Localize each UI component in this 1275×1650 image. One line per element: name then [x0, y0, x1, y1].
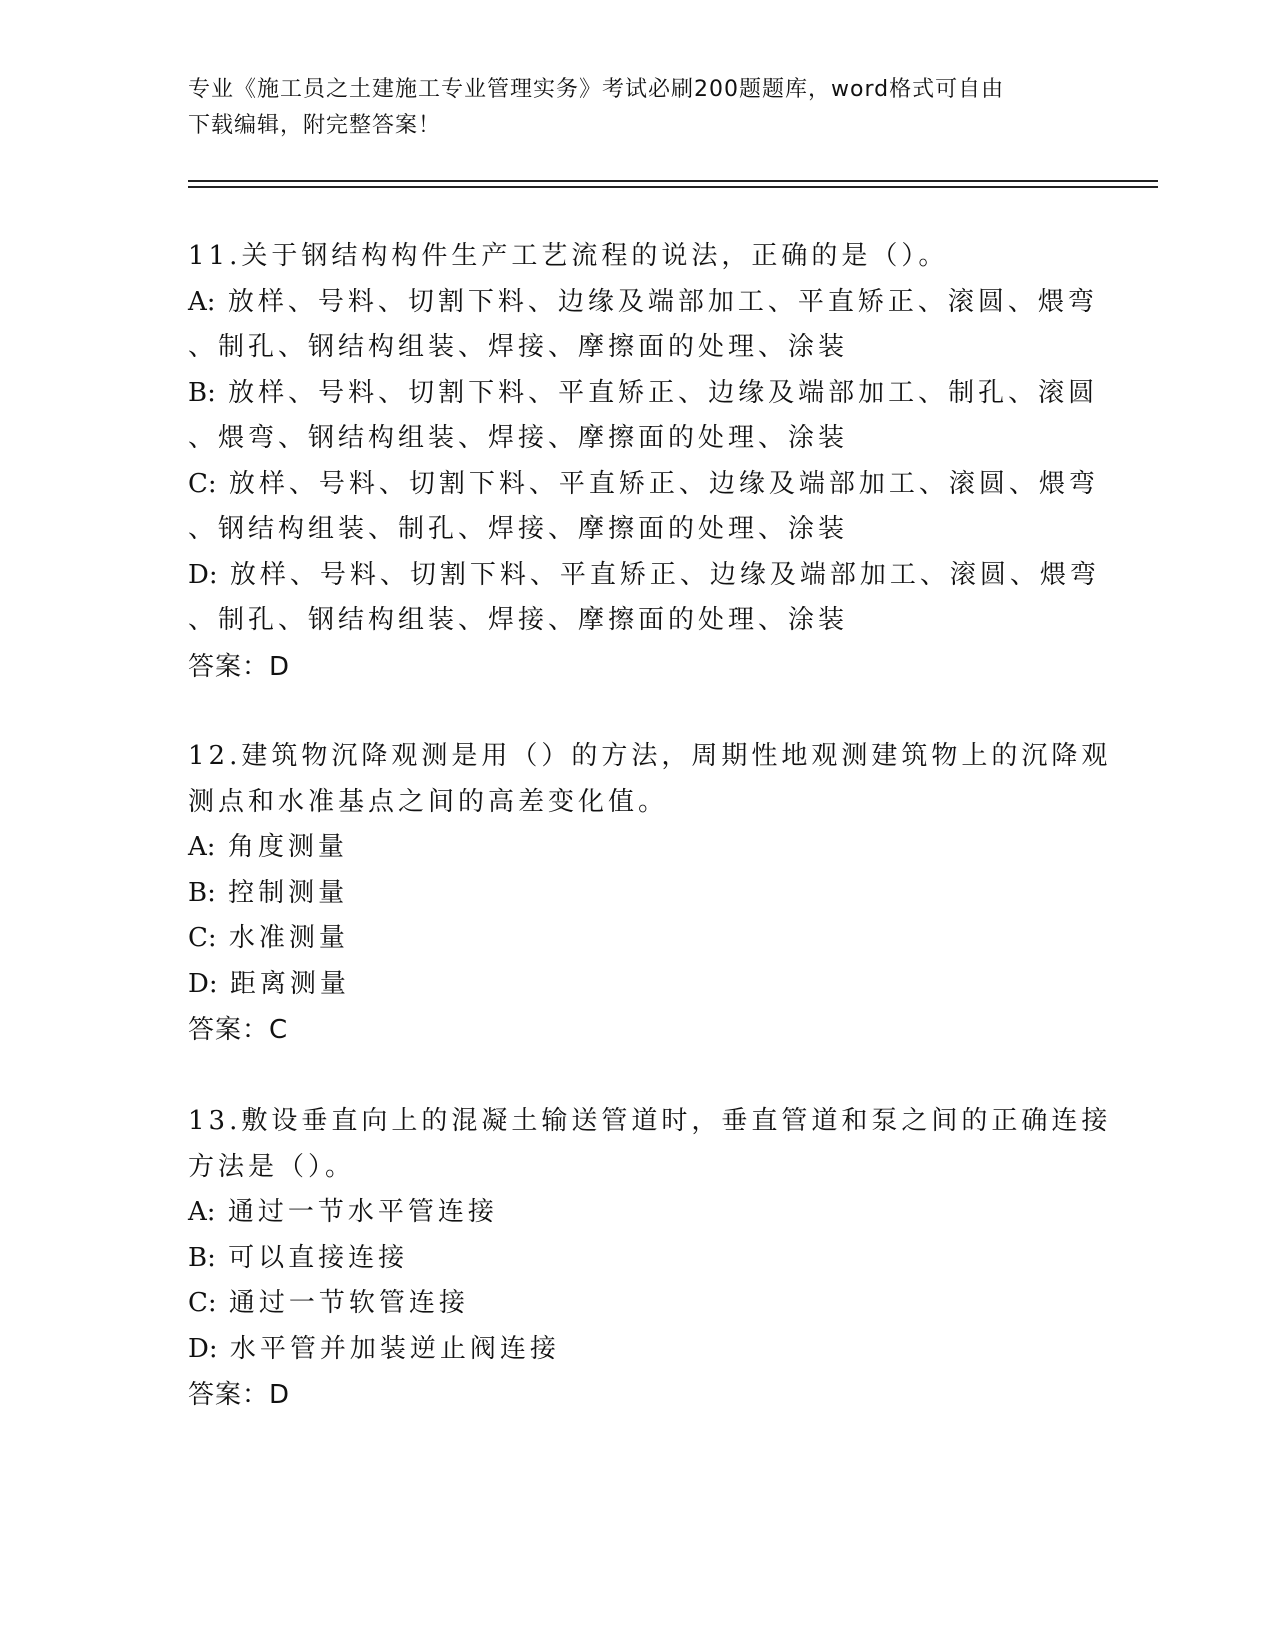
- header-divider-top: [188, 180, 1158, 182]
- option-text: 通过一节水平管连接: [227, 1197, 498, 1227]
- question-12: [188, 734, 1112, 1054]
- question-13: [188, 1099, 1112, 1419]
- option-b: [188, 371, 1099, 417]
- option-text: 控制测量: [228, 877, 349, 908]
- option-text: 放样、号料、切割下料、边缘及端部加工、平直矫正、滚圆、煨弯: [227, 286, 1098, 317]
- header-line-1: 专业《施工员之土建施工专业管理实务》考试必刷200题题库，word格式可自由: [188, 77, 1005, 102]
- option-letter: B:: [188, 1242, 216, 1273]
- option-a: [188, 825, 1088, 871]
- option-letter: B:: [188, 377, 216, 408]
- question-stem-line: 12.建筑物沉降观测是用（）的方法，周期性地观测建筑物上的沉降观: [188, 741, 1112, 771]
- question-stem-line: 方法是（）。: [188, 1151, 356, 1182]
- option-text: 放样、号料、切割下料、平直矫正、边缘及端部加工、制孔、滚圆: [228, 377, 1099, 408]
- header-divider-bottom: [188, 186, 1158, 188]
- option-b: [188, 1236, 1088, 1282]
- option-letter: A:: [188, 286, 216, 317]
- question-stem-line: 13.敷设垂直向上的混凝土输送管道时，垂直管道和泵之间的正确连接: [188, 1106, 1112, 1136]
- option-text: 角度测量: [227, 832, 348, 862]
- option-a: [188, 1190, 1088, 1236]
- answer-label: 答案：C: [188, 1015, 289, 1045]
- option-text: 水准测量: [228, 923, 349, 953]
- option-c: [188, 1281, 1088, 1327]
- option-d-continued: 、制孔、钢结构组装、焊接、摩擦面的处理、涂装: [188, 605, 849, 635]
- question-11: [188, 234, 1100, 690]
- question-stem-line: 测点和水准基点之间的高差变化值。: [188, 786, 669, 817]
- option-c: [188, 462, 1099, 508]
- option-text: 可以直接连接: [228, 1242, 409, 1273]
- answer-label: 答案：D: [188, 651, 291, 682]
- option-c: [188, 916, 1088, 962]
- option-text: 水平管并加装逆止阀连接: [229, 1333, 560, 1364]
- document-header: [188, 72, 1088, 144]
- question-stem-line: 11.关于钢结构构件生产工艺流程的说法，正确的是（）。: [188, 241, 949, 271]
- option-b-continued: 、煨弯、钢结构组装、焊接、摩擦面的处理、涂装: [188, 423, 849, 453]
- option-text: 通过一节软管连接: [228, 1288, 469, 1318]
- header-line-2: 下载编辑，附完整答案！: [188, 113, 442, 138]
- option-letter: D:: [188, 1333, 218, 1364]
- option-a: [188, 280, 1098, 326]
- option-letter: A:: [188, 832, 216, 862]
- answer-label: 答案：D: [188, 1380, 291, 1410]
- option-letter: A:: [188, 1197, 216, 1227]
- option-d: [188, 1327, 1088, 1373]
- option-letter: C:: [188, 468, 217, 499]
- option-a-continued: 、制孔、钢结构组装、焊接、摩擦面的处理、涂装: [188, 332, 849, 362]
- option-text: 距离测量: [229, 968, 350, 999]
- option-letter: B:: [188, 877, 216, 908]
- option-d: [188, 962, 1088, 1008]
- option-letter: C:: [188, 923, 217, 953]
- option-b: [188, 871, 1088, 917]
- option-c-continued: 、钢结构组装、制孔、焊接、摩擦面的处理、涂装: [188, 514, 849, 544]
- option-text: 放样、号料、切割下料、平直矫正、边缘及端部加工、滚圆、煨弯: [228, 468, 1099, 499]
- option-letter: D:: [188, 559, 218, 590]
- option-letter: C:: [188, 1288, 217, 1318]
- option-d: [188, 553, 1100, 599]
- option-letter: D:: [188, 968, 218, 999]
- option-text: 放样、号料、切割下料、平直矫正、边缘及端部加工、滚圆、煨弯: [229, 559, 1100, 590]
